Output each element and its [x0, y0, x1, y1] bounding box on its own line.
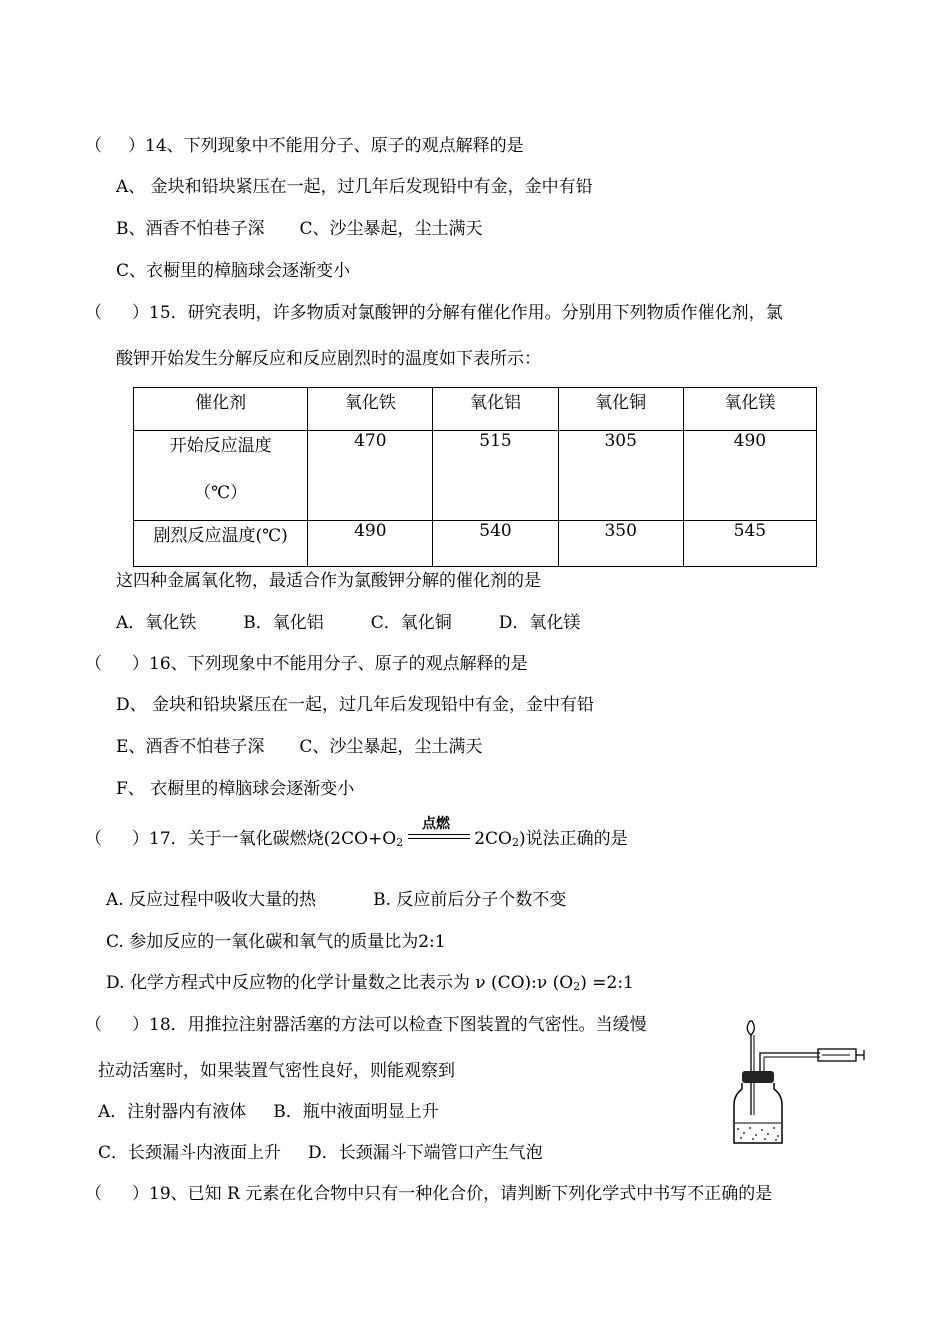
q14-option-c2: C、衣橱里的樟脑球会逐渐变小 [116, 261, 351, 281]
q17-option-c: C. 参加反应的一氧化碳和氧气的质量比为2:1 [106, 932, 446, 952]
q14-option-c: C、沙尘暴起，尘土满天 [299, 219, 483, 239]
table-cell: 545 [683, 521, 816, 567]
q16-stem: 16、下列现象中不能用分子、原子的观点解释的是 [149, 654, 528, 674]
q17-stem-line: （ ）17．关于一氧化碳燃烧(2CO+O2 2CO2)说法正确的是 [85, 829, 628, 849]
q14-stem: 14、下列现象中不能用分子、原子的观点解释的是 [145, 136, 524, 156]
table-row [134, 431, 817, 521]
q17-answer-blank[interactable]: （ ） [85, 829, 149, 849]
airtightness-apparatus-figure [718, 1015, 868, 1150]
table-header-cell: 氧化镁 [683, 388, 816, 431]
q16-option-d: D、 金块和铅块紧压在一起，过几年后发现铅中有金，金中有铅 [116, 695, 595, 715]
catalyst-temperature-table [133, 387, 817, 567]
q18-answer-blank[interactable]: （ ） [85, 1015, 149, 1035]
q17-option-row-ab [106, 889, 566, 911]
q18-stem-cont: 拉动活塞时，如果装置气密性良好，则能观察到 [98, 1061, 455, 1081]
q16-option-f: F、 衣橱里的樟脑球会逐渐变小 [116, 779, 355, 799]
q15-stem-cont: 酸钾开始发生分解反应和反应剧烈时的温度如下表所示： [116, 349, 541, 369]
q19-answer-blank[interactable]: （ ） [85, 1184, 149, 1204]
table-cell: 305 [558, 431, 683, 521]
table-cell: 490 [683, 431, 816, 521]
equals-bar-bottom [408, 838, 470, 839]
q18-option-row-ab [98, 1101, 439, 1123]
wide-mouth-bottle-icon [734, 1083, 782, 1143]
table-header-cell: 氧化铝 [433, 388, 558, 431]
q18-option-c: C．长颈漏斗内液面上升 [98, 1143, 282, 1163]
q18-option-row-cd [98, 1142, 543, 1164]
q14-stem-line [85, 135, 524, 157]
table-cell: 490 [308, 521, 433, 567]
q18-option-b: B．瓶中液面明显上升 [273, 1102, 439, 1122]
q15-answer-blank[interactable]: （ ） [85, 303, 149, 323]
q17-option-d: D. 化学方程式中反应物的化学计量数之比表示为 ν (CO):ν (O2) =2:1 [106, 973, 634, 993]
table-row [134, 521, 817, 567]
q19-stem: 19、已知 R 元素在化合物中只有一种化合价，请判断下列化学式中书写不正确的是 [149, 1184, 773, 1204]
row-label-vigorous-temp: 剧烈反应温度(℃) [134, 521, 308, 567]
liquid-dots [737, 1127, 779, 1141]
q16-stem-line [85, 653, 528, 675]
q18-option-a: A．注射器内有液体 [98, 1102, 247, 1122]
table-cell: 350 [558, 521, 683, 567]
q15-option-a: A．氧化铁 [116, 613, 197, 633]
table-header-cell: 氧化铁 [308, 388, 433, 431]
q17-option-b: B. 反应前后分子个数不变 [373, 890, 567, 910]
table-header-row [134, 388, 817, 431]
q14-option-a: A、 金块和铅块紧压在一起，过几年后发现铅中有金，金中有铅 [116, 177, 593, 197]
q15-stem-line [85, 302, 783, 324]
reaction-condition-arrow [408, 813, 470, 853]
q15-question: 这四种金属氧化物，最适合作为氯酸钾分解的催化剂的是 [116, 571, 541, 591]
q16-option-e: E、酒香不怕巷子深 [116, 737, 265, 757]
funnel-mouth-icon [747, 1021, 754, 1035]
table-cell: 515 [433, 431, 558, 521]
q18-stem: 18．用推拉注射器活塞的方法可以检查下图装置的气密性。当缓慢 [149, 1015, 647, 1035]
table-header-cell: 催化剂 [134, 388, 308, 431]
table-header-cell: 氧化铜 [558, 388, 683, 431]
q14-answer-blank[interactable]: （ ） [85, 136, 145, 156]
q15-option-d: D．氧化镁 [498, 613, 581, 633]
side-tube [760, 1053, 820, 1073]
q14-option-b: B、酒香不怕巷子深 [116, 219, 265, 239]
q16-option-c: C、沙尘暴起，尘土满天 [299, 737, 483, 757]
q14-option-row-bc [116, 218, 483, 240]
table-cell: 470 [308, 431, 433, 521]
q17-option-a: A. 反应过程中吸收大量的热 [106, 890, 317, 910]
table-cell: 540 [433, 521, 558, 567]
q16-option-row-ec [116, 736, 482, 758]
row-label-start-temp: 开始反应温度 （℃） [134, 431, 308, 521]
q15-options [116, 612, 580, 634]
q15-option-c: C．氧化铜 [370, 613, 452, 633]
q19-stem-line [85, 1183, 772, 1205]
ignite-condition-label: 点燃 [422, 816, 450, 832]
q18-stem-line [85, 1014, 647, 1036]
equals-bar-top [408, 834, 470, 835]
q18-option-d: D．长颈漏斗下端管口产生气泡 [308, 1143, 543, 1163]
q15-option-b: B．氧化铝 [243, 613, 324, 633]
q16-answer-blank[interactable]: （ ） [85, 654, 149, 674]
q15-stem: 15．研究表明，许多物质对氯酸钾的分解有催化作用。分别用下列物质作催化剂，氯 [149, 303, 783, 323]
rubber-stopper [742, 1071, 774, 1083]
